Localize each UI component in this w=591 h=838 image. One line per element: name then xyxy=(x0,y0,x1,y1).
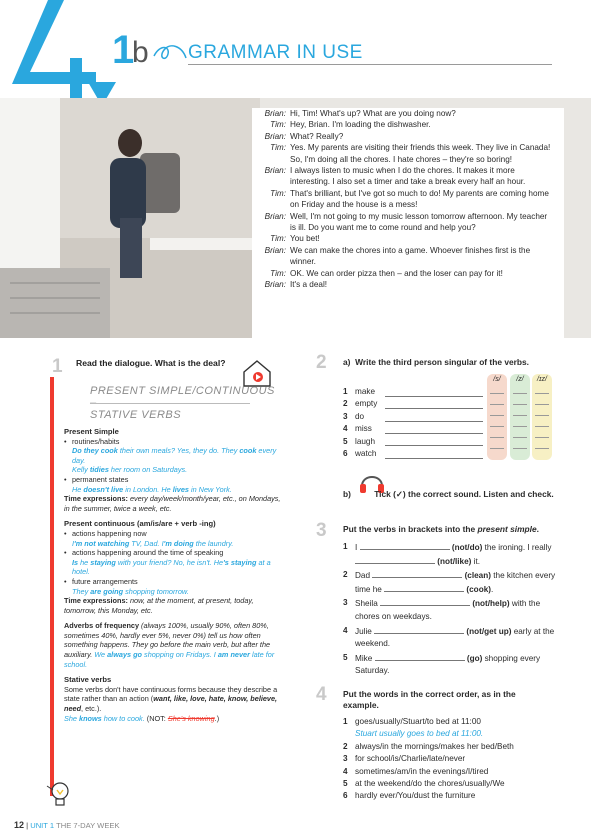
dialogue-line xyxy=(252,233,564,244)
tick-box[interactable] xyxy=(490,438,504,449)
dialogue-line xyxy=(252,119,564,130)
answer-blank[interactable] xyxy=(385,450,483,459)
tick-box[interactable] xyxy=(490,427,504,438)
verb-number: 3 xyxy=(343,411,348,421)
dialogue-text: OK. We can order pizza then – and the loser can pay for it! xyxy=(290,268,503,278)
unit-four-graphic xyxy=(0,0,120,112)
exercise-4-number: 4 xyxy=(316,684,327,705)
exercise-3-item xyxy=(343,597,558,623)
verb-number: 6 xyxy=(343,449,348,459)
pc-example-3: They are going shopping tomorrow. xyxy=(72,586,189,596)
item-text: Sheila (not/help) with the chores on weekdays. xyxy=(355,599,541,621)
exercise-4-item xyxy=(343,790,558,802)
pc-bullet-now: • actions happening now xyxy=(64,529,284,539)
sound-label: /ɪz/ xyxy=(537,376,547,383)
tick-box[interactable] xyxy=(490,405,504,416)
tick-box[interactable] xyxy=(535,427,549,438)
tick-box[interactable] xyxy=(513,416,527,427)
present-continuous-heading: Present continuous (am/is/are + verb -ing) xyxy=(64,519,216,529)
answer-blank[interactable] xyxy=(385,413,483,422)
dialogue-speaker: Tim: xyxy=(270,234,286,244)
tick-box[interactable] xyxy=(513,394,527,405)
pc-bullet-future: • future arrangements xyxy=(64,577,284,587)
sound-column xyxy=(532,374,552,460)
answer-blank[interactable] xyxy=(385,388,483,397)
dialogue-speaker: Brian: xyxy=(264,131,286,141)
item-text: I (not/do) the ironing. I really (not/like) it. xyxy=(355,543,552,566)
item-number: 1 xyxy=(343,717,348,726)
dialogue-text: Well, I'm not going to my music lesson tomorrow afternoon. My teacher is ill. Do you want me to come round and help you? xyxy=(290,211,548,233)
item-text: for school/is/Charlie/late/never xyxy=(355,754,466,764)
footer-unit-title: THE 7-DAY WEEK xyxy=(54,821,120,830)
item-number: 2 xyxy=(343,570,348,580)
verb-number: 1 xyxy=(343,387,348,396)
exercise-2a-instruction: a) Write the third person singular of the verbs. xyxy=(343,357,529,367)
exercise-3-item xyxy=(343,652,558,678)
pc-bullet-around: • actions happening around the time of speaking xyxy=(64,548,284,558)
stative-verbs-heading: Stative verbs xyxy=(64,675,112,685)
section-title: GRAMMAR IN USE xyxy=(188,42,363,63)
stative-verbs-example: She knows how to cook. (NOT: She's knowing.) xyxy=(64,713,220,723)
item-text: Dad (clean) the kitchen every time he (cook). xyxy=(355,571,556,594)
present-simple-heading: Present Simple xyxy=(64,427,119,436)
answer-blank[interactable] xyxy=(374,625,464,634)
dialogue-text: Hey, Brian. I'm loading the dishwasher. xyxy=(290,120,431,130)
exercise-4-instruction: Put the words in the correct order, as in the example. xyxy=(343,689,516,710)
dialogue-text: Hi, Tim! What's up? What are you doing now? xyxy=(290,109,456,118)
verb-item xyxy=(343,423,483,435)
page-footer: 12 | UNIT 1 THE 7-DAY WEEK xyxy=(14,820,120,830)
answer-blank[interactable] xyxy=(385,400,483,409)
exercise-1-instruction: Read the dialogue. What is the deal? xyxy=(76,358,226,368)
footer-unit: UNIT 1 xyxy=(30,821,55,830)
dialogue-speaker: Brian: xyxy=(264,166,286,176)
exercise-4-example-answer xyxy=(343,728,558,740)
tick-box[interactable] xyxy=(535,405,549,416)
verb-number: 2 xyxy=(343,399,348,409)
dialogue-text: That's brilliant, but I've got so much to do! My parents are coming home on Friday and the house is a mess! xyxy=(290,188,549,210)
tick-box[interactable] xyxy=(513,383,527,394)
exercise-2-number: 2 xyxy=(316,352,327,373)
dialogue-line xyxy=(252,211,564,234)
dialogue-panel xyxy=(252,108,564,338)
dialogue-text: You bet! xyxy=(290,234,320,244)
dialogue-line xyxy=(252,188,564,211)
item-text: Stuart usually goes to bed at 11:00. xyxy=(355,729,484,739)
tick-box[interactable] xyxy=(535,416,549,427)
verb-item xyxy=(343,436,483,448)
pc-example-2: Is he staying with your friend? No, he isn't. He's staying at a hotel. xyxy=(72,557,271,577)
answer-blank[interactable] xyxy=(360,541,450,550)
item-number: 4 xyxy=(343,625,348,635)
item-text: goes/usually/Stuart/to bed at 11:00 xyxy=(355,717,481,726)
dialogue-line xyxy=(252,108,564,119)
dialogue-line xyxy=(252,268,564,279)
exercise-2b-instruction: b) Tick (✓) the correct sound. Listen and check. xyxy=(343,489,554,499)
verb-word: do xyxy=(355,411,365,421)
item-number: 2 xyxy=(343,741,348,751)
dialogue-speaker: Tim: xyxy=(270,143,286,153)
item-number: 5 xyxy=(343,652,348,662)
exercise-3-item xyxy=(343,541,558,568)
dialogue-line xyxy=(252,279,564,290)
ps-bullet-states: • permanent states xyxy=(64,475,284,485)
dialogue-speaker: Brian: xyxy=(264,245,286,255)
dialogue-line xyxy=(252,165,564,188)
answer-blank[interactable] xyxy=(355,555,435,564)
item-number xyxy=(343,728,355,740)
pc-example-1: I'm not watching TV, Dad. I'm doing the laundry. xyxy=(72,538,234,548)
exercise-3-instruction: Put the verbs in brackets into the present simple. xyxy=(343,524,539,534)
verb-word: laugh xyxy=(355,436,376,446)
tick-box[interactable] xyxy=(490,394,504,405)
dialogue-line xyxy=(252,131,564,142)
dialogue-speaker: Brian: xyxy=(264,280,286,290)
ps-example-2: Kelly tidies her room on Saturdays. xyxy=(72,465,188,475)
exercise-3-number: 3 xyxy=(316,520,327,541)
dialogue-speaker: Brian: xyxy=(264,211,286,221)
exercise-3-items xyxy=(343,541,558,679)
verb-item xyxy=(343,448,483,460)
item-text: always/in the mornings/makes her bed/Beth xyxy=(355,741,514,751)
item-number: 4 xyxy=(343,766,348,776)
tick-box[interactable] xyxy=(513,405,527,416)
item-text: Julie (not/get up) early at the weekend. xyxy=(355,626,555,649)
adverbs-of-frequency: Adverbs of frequency (always 100%, usually 90%, often 80%, sometimes 40%, hardly ever 5%, never 0%) tell us how often something happens. They go before the main verb, but after the auxiliary. We always go shopping on Fridays. I am never late for school. xyxy=(64,621,275,669)
verb-word: watch xyxy=(355,449,377,459)
item-text: at the weekend/do the chores/usually/We xyxy=(355,779,505,789)
tick-box[interactable] xyxy=(535,438,549,449)
exercise-3-item xyxy=(343,569,558,596)
item-number: 1 xyxy=(343,542,348,551)
dialogue-text: Yes. My parents are visiting their friends this week. They live in Canada! So, I'm doing all the chores. I hate chores – they're so boring! xyxy=(290,143,551,164)
verb-number: 4 xyxy=(343,424,348,434)
item-number: 5 xyxy=(343,779,348,789)
ps-example-1: Do they cook their own meals? Yes, they do. They cook every day. xyxy=(72,446,277,465)
dialogue-speaker: Tim: xyxy=(270,268,286,278)
ps-example-3: He doesn't live in London. He lives in New York. xyxy=(72,484,232,494)
dialogue-line xyxy=(252,245,564,268)
tick-box[interactable] xyxy=(490,383,504,394)
verb-word: miss xyxy=(355,424,372,434)
item-text: sometimes/am/in the evenings/I/tired xyxy=(355,766,489,776)
answer-blank[interactable] xyxy=(384,583,464,592)
verb-item xyxy=(343,398,483,410)
answer-blank[interactable] xyxy=(372,569,462,578)
page-number: 12 xyxy=(14,820,25,830)
answer-blank[interactable] xyxy=(385,425,483,434)
exercise-4-item xyxy=(343,778,558,790)
dialogue-text: I always listen to music when I do the chores. It makes it more interesting. I also set a timer and take a break every half an hour. xyxy=(290,166,526,187)
tick-box[interactable] xyxy=(535,394,549,405)
verb-list xyxy=(343,386,483,460)
exercise-1-number: 1 xyxy=(52,356,63,377)
tick-box[interactable] xyxy=(490,416,504,427)
exercise-4-item xyxy=(343,716,558,728)
dialogue-text: What? Really? xyxy=(290,131,344,141)
dialogue-line xyxy=(252,142,564,165)
exercise-4-item xyxy=(343,766,558,778)
sound-label: /s/ xyxy=(493,376,501,383)
grammar-box xyxy=(50,377,290,796)
verb-item xyxy=(343,411,483,423)
sound-label: /z/ xyxy=(516,376,524,383)
dialogue-speaker: Brian: xyxy=(264,109,286,118)
item-number: 3 xyxy=(343,598,348,608)
lesson-number: 1 xyxy=(112,28,133,72)
swirl-decoration-icon xyxy=(152,40,188,64)
lightbulb-icon xyxy=(45,780,71,810)
exercise-4-item xyxy=(343,753,558,765)
exercise-3-item xyxy=(343,625,558,651)
pc-time-expressions: Time expressions: now, at the moment, at present, today, tomorrow, this Monday, etc. xyxy=(64,596,254,615)
tick-box[interactable] xyxy=(513,438,527,449)
item-number: 6 xyxy=(343,791,348,801)
dialogue-speaker: Tim: xyxy=(270,188,286,198)
ps-bullet-routines: • routines/habits xyxy=(64,437,284,447)
grammar-box-title: PRESENT SIMPLE/CONTINUOUS STATIVE VERBS xyxy=(90,385,275,421)
answer-blank[interactable] xyxy=(375,652,465,661)
item-text: Mike (go) shopping every Saturday. xyxy=(355,653,541,676)
answer-blank[interactable] xyxy=(385,437,483,446)
tick-box[interactable] xyxy=(535,383,549,394)
item-number: 3 xyxy=(343,754,348,764)
answer-blank[interactable] xyxy=(380,597,470,606)
sound-column xyxy=(487,374,507,460)
title-divider xyxy=(188,64,552,65)
exercise-4-items xyxy=(343,716,558,803)
verb-word: empty xyxy=(355,399,378,409)
dialogue-text: We can make the chores into a game. Whoever finishes first is the winner. xyxy=(290,245,531,267)
verb-number: 5 xyxy=(343,436,348,446)
verb-item xyxy=(343,386,483,398)
lesson-letter: b xyxy=(132,36,149,69)
item-text: hardly ever/You/dust the furniture xyxy=(355,791,476,801)
verb-word: make xyxy=(355,387,376,396)
ps-time-expressions: Time expressions: every day/week/month/year, etc., on Mondays, in the summer, twice a week, etc. xyxy=(64,494,281,513)
sound-column xyxy=(510,374,530,460)
dialogue-text: It's a deal! xyxy=(290,280,328,290)
box-title-divider xyxy=(90,403,250,404)
tick-box[interactable] xyxy=(513,427,527,438)
stative-verbs-text: Some verbs don't have continuous forms because they describe a state rather than an action (want, like, love, hate, know, believe, need, etc.). xyxy=(64,684,278,714)
exercise-4-item xyxy=(343,741,558,753)
dialogue-speaker: Tim: xyxy=(270,120,286,130)
